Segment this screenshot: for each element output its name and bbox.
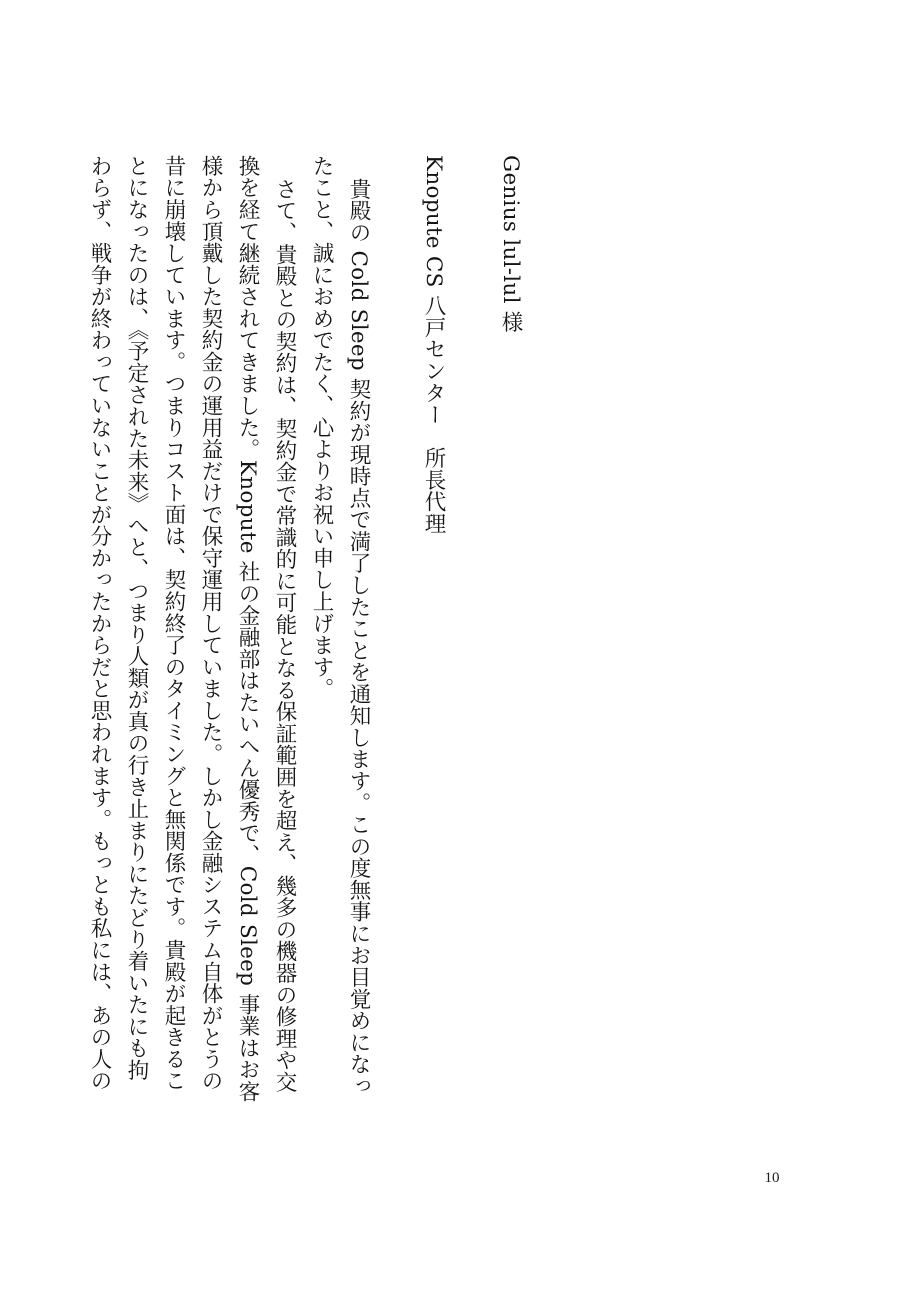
body-line: 貴殿の Cold Sleep 契約が現時点で満了したことを通知します。この度無事にお目覚めになっ bbox=[346, 178, 371, 1097]
sender-line: Knopute CS 八戸センター 所長代理 bbox=[421, 155, 446, 535]
page-number: 10 bbox=[764, 1170, 780, 1186]
body-line: 昔に崩壊しています。つまりコスト面は、契約終了のタイミングと無関係です。貴殿が起きるこ bbox=[161, 155, 186, 1092]
body-line: さて、貴殿との契約は、契約金で常識的に可能となる保証範囲を超え、幾多の機器の修理や交 bbox=[272, 178, 297, 1093]
body-line: とになったのは、《予定された未来》へと、つまり人類が真の行き止まりにたどり着いたにも拘 bbox=[124, 155, 149, 1081]
addressee-line: Genius lul-lul 様 bbox=[498, 155, 523, 333]
body-line: 様から頂戴した契約金の運用益だけで保守運用していました。しかし金融システム自体がとうの bbox=[198, 155, 223, 1092]
body-line: たこと、誠におめでたく、心よりお祝い申し上げます。 bbox=[309, 155, 334, 700]
body-line: わらず、戦争が終わっていないことが分かったからだと思われます。もっとも私には、あの人の bbox=[87, 155, 112, 1092]
body-line: 換を経て継続されてきました。Knopute 社の金融部はたいへん優秀で、Cold Sleep 事業はお客 bbox=[235, 155, 260, 1103]
